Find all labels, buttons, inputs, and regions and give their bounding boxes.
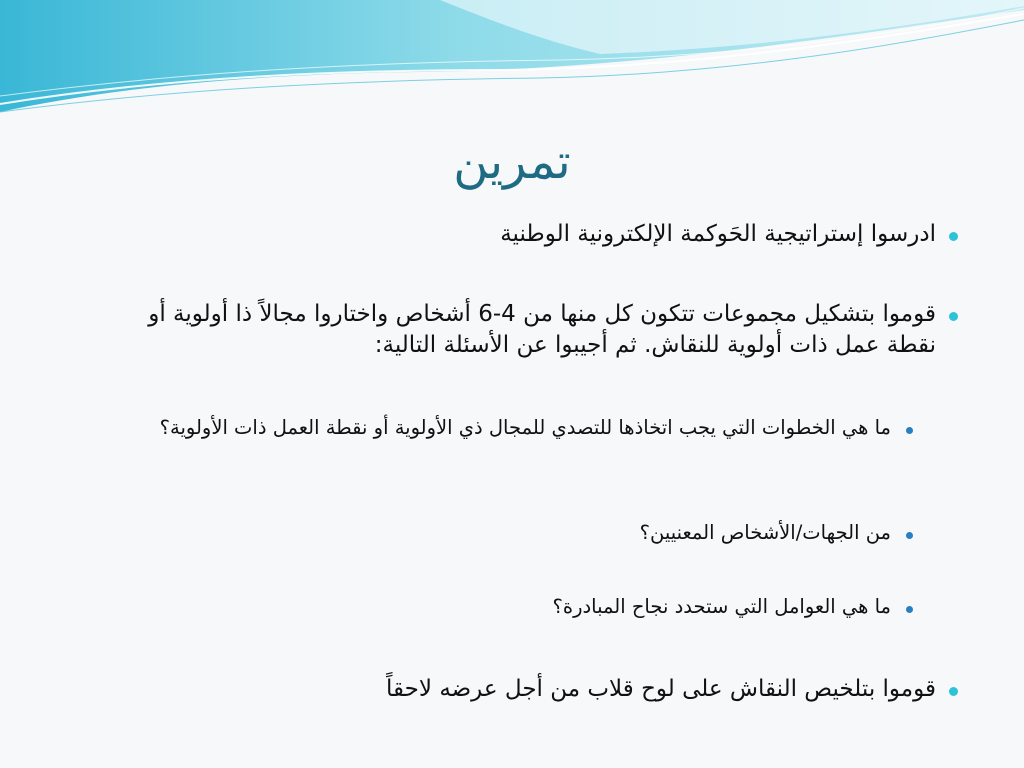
sub-bullet-icon [906, 427, 913, 434]
bullet-item-3: قوموا بتلخيص النقاش على لوح قلاب من أجل عرضه لاحقاً [386, 676, 936, 702]
bullet-item-2: قوموا بتشكيل مجموعات تتكون كل منها من 4-6 أشخاص واختاروا مجالاً ذا أولوية أو نقطة عمل ذات أولوية للنقاش. ثم أجيبوا عن الأسئلة التالية: [148, 301, 936, 358]
bullet-icon [949, 312, 958, 321]
sub-bullet-item-1: ما هي الخطوات التي يجب اتخاذها للتصدي للمجال ذي الأولوية أو نقطة العمل ذات الأولوية؟ [159, 416, 891, 439]
sub-bullet-item-3: ما هي العوامل التي ستحدد نجاح المبادرة؟ [552, 595, 891, 618]
bullet-icon [949, 232, 958, 241]
bullet-icon [949, 687, 958, 696]
bullet-item-1: ادرسوا إستراتيجية الحَوكمة الإلكترونية الوطنية [500, 221, 936, 247]
sub-bullet-icon [906, 606, 913, 613]
sub-bullet-icon [906, 532, 913, 539]
slide-title: تمرين [453, 134, 571, 190]
sub-bullet-item-2: من الجهات/الأشخاص المعنيين؟ [639, 521, 891, 544]
